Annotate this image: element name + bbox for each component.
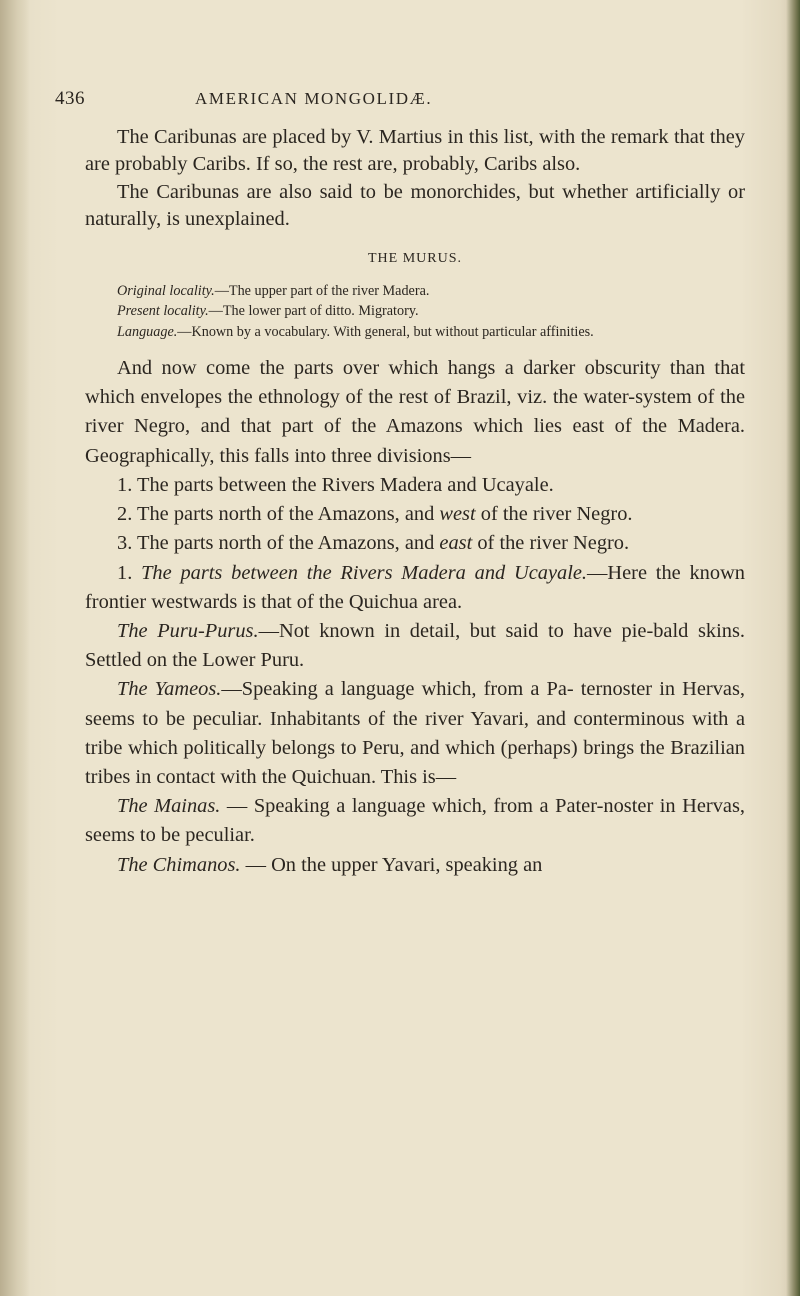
- chimanos-title: The Chimanos.: [117, 853, 241, 876]
- murus-language: [85, 322, 745, 342]
- division-item-2-emphasis: west: [439, 503, 476, 526]
- section-1-title: The parts between the Rivers Madera and Ucayale.: [141, 561, 588, 584]
- original-locality-label: Original locality.: [117, 283, 215, 300]
- division-item-3-end: of the river Negro.: [472, 532, 630, 555]
- book-gutter-shadow: [0, 0, 30, 1296]
- page-number: 436: [55, 88, 85, 109]
- murus-original-locality: [85, 281, 745, 301]
- division-item-3-emphasis: east: [439, 532, 473, 555]
- division-item-3: [85, 529, 745, 558]
- puru-purus-title: The Puru-Purus.: [117, 619, 259, 642]
- yameos-text: —Speaking a language which, from a Pa- ternoster in Hervas, seems to be peculiar. Inhabitants of the river Yavari, and conterminous with a tribe which politically belongs to Peru, and which (perhaps) brings the Brazilian tribes in contact with the Quichuan. This is—: [85, 678, 745, 788]
- puru-purus-text: —Not known in detail, but said to have pie-bald skins. Settled on the Lower Puru.: [85, 619, 745, 672]
- mainas-paragraph: [85, 792, 745, 850]
- section-1-paragraph: [85, 559, 745, 617]
- division-item-3-text: 3. The parts north of the Amazons, and: [117, 532, 440, 555]
- division-item-2: [85, 500, 745, 529]
- present-locality-label: Present locality.: [117, 303, 209, 320]
- division-item-2-text: 2. The parts north of the Amazons, and: [117, 503, 440, 526]
- mainas-text: — Speaking a language which, from a Pater-noster in Hervas, seems to be peculiar.: [85, 795, 745, 847]
- intro-paragraph-1: The Caribunas are placed by V. Martius in this list, with the remark that they are probably Caribs. If so, the rest are, probably, Caribs also.: [85, 126, 745, 176]
- yameos-title: The Yameos.: [117, 678, 222, 701]
- section-1-number: 1.: [117, 561, 142, 584]
- intro-paragraph-2: The Caribunas are also said to be monorchides, but whether artificially or naturally, is unexplained.: [85, 180, 745, 230]
- yameos-paragraph: [85, 675, 745, 792]
- running-header: [55, 88, 745, 124]
- original-locality-text: —The upper part of the river Madera.: [214, 283, 430, 300]
- page-edge: [786, 0, 800, 1296]
- present-locality-text: —The lower part of ditto. Migratory.: [208, 303, 419, 320]
- page-content: [55, 88, 745, 880]
- chimanos-text: — On the upper Yavari, speaking an: [240, 853, 543, 876]
- language-label: Language.: [117, 323, 178, 340]
- chimanos-paragraph: [85, 851, 745, 880]
- murus-present-locality: [85, 301, 745, 321]
- division-item-1: 1. The parts between the Rivers Madera and Ucayale.: [117, 473, 554, 496]
- running-title: AMERICAN MONGOLIDÆ.: [195, 89, 433, 108]
- puru-purus-paragraph: [85, 617, 745, 675]
- main-paragraph: And now come the parts over which hangs a darker obscurity than that which envelopes the ethnology of the rest of Brazil, viz. the water-system of the river Negro, and that part of the Amazons which lies east of the Madera. Geographically, this falls into three divisions—: [85, 357, 745, 467]
- section-heading-murus: THE MURUS.: [367, 251, 462, 267]
- language-text: —Known by a vocabulary. With general, but without particular affinities.: [177, 323, 594, 340]
- mainas-title: The Mainas.: [117, 795, 221, 818]
- main-text-block: [85, 354, 745, 880]
- division-item-2-end: of the river Negro.: [475, 503, 633, 526]
- section-1-text: —Here the known frontier westwards is that of the Quichua area.: [85, 561, 745, 613]
